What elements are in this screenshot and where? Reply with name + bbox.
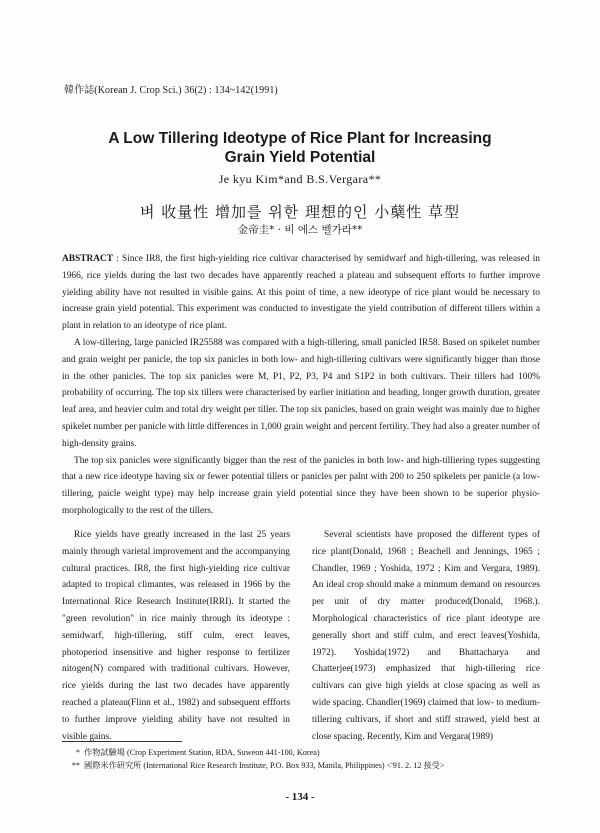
title-line-2: Grain Yield Potential — [224, 149, 376, 166]
paper-title — [40, 129, 560, 167]
journal-reference: 韓作誌(Korean J. Crop Sci.) 36(2) : 134~142(1991) — [64, 85, 278, 96]
title-line-1: A Low Tillering Ideotype of Rice Plant for Increasing — [108, 130, 492, 147]
korean-title: 벼 收量性 增加를 위한 理想的인 小蘖性 草型 — [139, 203, 461, 221]
body-column-left — [62, 527, 290, 745]
abstract-paragraph-1 — [62, 251, 540, 335]
body-column-right — [312, 527, 540, 745]
abstract — [62, 251, 540, 520]
body-paragraph-left: Rice yields have greatly increased in the last 25 years mainly through varietal improvement and the accompanying cultural practices. IR8, the first high-yielding rice cultivar adapted to tropical climantes, was released in 1966 by the International Rice Research Institute(IRRI). It started the "green revolution" in rice mainly through its ideotype : semidwarf, high-tillering, stiff culm, erect leaves, photoperiod insensitive and higher response to fertilizer nitogen(N) compared with traditional cultivars. However, rice yields during the last two decades have apparently reached a plateau(Flinn et al., 1982) and subsequent effforts to further improve yielding ability have not resulted in visible gains. — [62, 530, 290, 742]
body-paragraph-right: Several scientists have proposed the different types of rice plant(Donald, 1968 ; Beachell and Jennings, 1965 ; Chandler, 1969 ; Yoshida, 1972 ; Kim and Vergara, 1989). An ideal crop should make a minmum demand on resources per unit of dry matter produced(Donald, 1968.). Morphological characteristics of rice plant ideotype are generally short and stiff culm, and erect leaves(Yoshida, 1972). Yoshida(1972) and Bhattacharya and Chatterjee(1973) emphasized that high-tillering rice cultivars can give high yields at close spacing as well as wide spacing. Chandler(1969) claimed that low- to medium-tillering cultivars, if short and stiff strawed, yield best at close spacing. Recently, Kim and Vergara(1989) — [312, 530, 540, 742]
page-number: - 134 - — [285, 791, 315, 803]
footnote-mark: ** — [71, 761, 80, 770]
footnotes — [62, 746, 552, 772]
footnote-mark: * — [75, 748, 80, 757]
abstract-label: ABSTRACT — [62, 254, 114, 264]
footnote — [62, 759, 552, 772]
abstract-paragraph-3: The top six panicles were significantly bigger than the rest of the panicles in both low- and high-tilliering types suggesting that a new rice ideotype having six or fewer potential tillers or panicles per palnt with 200 to 250 spikelets per panicle (a low-tillering, paicle weight type) may help increase grain yield potential since they have been shown to be superior physio-morphologically to the rest of the tillers. — [62, 455, 540, 516]
authors: Je kyu Kim*and B.S.Vergara** — [218, 172, 382, 186]
footnote-text: 國際米作研究所 (International Rice Research Institute, P.O. Box 933, Manila, Philippines) <'91. 2. 12 接受> — [84, 761, 445, 770]
abstract-text-1: : Since IR8, the first high-yielding rice cultivar characterised by semidwarf and high-tillering, was released in 1966, rice yields during the last two decades have apparently reached a plateau and subsequent efforts to further improve yielding ability have not resulted in visible gains. At this point of time, a new ideotype of rice plant would be necessary to increase grain yield potential. This experiment was conducted to investigate the yield contribution of different tillers within a plant in relation to an ideotype of rice plant. — [62, 254, 540, 332]
abstract-paragraph-2: A low-tillering, large panicled IR25588 was compared with a high-tillering, small panicled IR58. Based on spikelet number and grain weight per panicle, the top six panicles in both low- and high-tillering cultivars were significantly bigger than those in the other panicles. The top six panicles were M, P1, P2, P3, P4 and S1P2 in both cultivars. Their tillers had 100% probability of occurring. The top six tillers were characterised by earlier initiation and heading, longer growth duration, greater leaf area, and heavier culm and total dry weight per tiller. The top six panicles, based on grain weight was mainly due to higher spikelet number per panicle with little differences in 1,000 grain weight and percent fertility. They had also a greater number of high-density grains. — [62, 337, 540, 449]
footnote-divider — [62, 741, 182, 742]
footnote-text: 作物試驗場 (Crop Experiment Station, RDA, Suweon 441-100, Korea) — [84, 748, 320, 757]
footnote — [62, 746, 552, 759]
korean-authors: 金帝圭* · 비 에스 벨가라** — [237, 224, 363, 236]
